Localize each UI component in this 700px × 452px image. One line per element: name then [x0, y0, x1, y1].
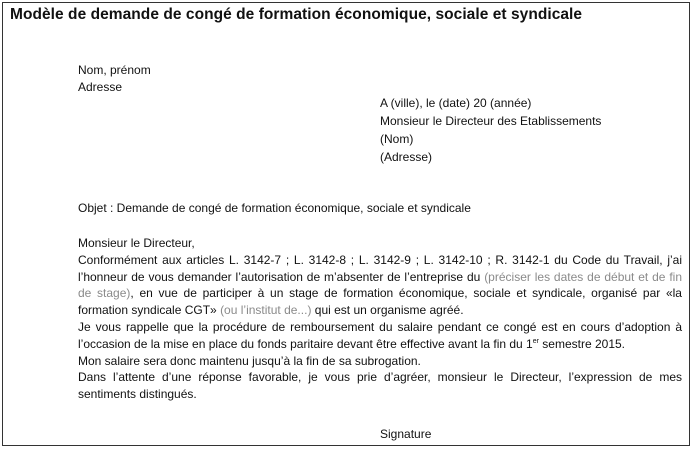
paragraph-reminder: [78, 319, 682, 353]
letter-body: [78, 235, 682, 403]
place-date: A (ville), le (date) 20 (année): [380, 96, 532, 110]
paragraph-request: [78, 252, 682, 319]
recipient-name: (Nom): [380, 132, 414, 146]
subject-line: Objet : Demande de congé de formation économique, sociale et syndicale: [78, 201, 471, 215]
sender-name: Nom, prénom: [78, 63, 151, 77]
paragraph-salary: Mon salaire sera donc maintenu jusqu’à la fin de sa subrogation.: [78, 353, 421, 368]
superscript-er: er: [532, 337, 539, 345]
recipient-addressee: Monsieur le Directeur des Etablissements: [380, 114, 602, 128]
request-text-2: , en vue de participer à un stage de formation économique, sociale et syndicale, organisé par «la formation syndicale CGT»: [78, 286, 682, 318]
signature-label: Signature: [380, 427, 432, 441]
document-title: Modèle de demande de congé de formation économique, sociale et syndicale: [10, 6, 583, 23]
paragraph-closing: Dans l’attente d’une réponse favorable, je vous prie d’agréer, monsieur le Directeur, l’expression de mes sentiments distingués.: [78, 370, 682, 402]
placeholder-dates: (préciser les dates de début et de fin de stage): [78, 269, 682, 301]
sender-block: [78, 62, 151, 96]
request-text-1: Conformément aux articles L. 3142-7 ; L. 3142-8 ; L. 3142-9 ; L. 3142-10 ; R. 3142-1 du Code du Travail, j’ai l’honneur de vous demander l’autorisation de m’absenter de l’entreprise du: [78, 252, 682, 284]
reminder-end: semestre 2015.: [538, 336, 626, 351]
placeholder-institut: (ou l’institut de...): [220, 303, 312, 318]
sender-address: Adresse: [78, 80, 123, 94]
recipient-address: (Adresse): [380, 150, 433, 164]
recipient-block: [380, 94, 601, 166]
reminder-text: Je vous rappelle que la procédure de remboursement du salaire pendant ce congé est en cours d’adoption à l’occasion de la mise en place du fonds paritaire devant être effective avant la fin du 1: [78, 319, 682, 351]
request-text-3: qui est un organisme agréé.: [311, 303, 464, 318]
salutation: Monsieur le Directeur,: [78, 236, 195, 250]
